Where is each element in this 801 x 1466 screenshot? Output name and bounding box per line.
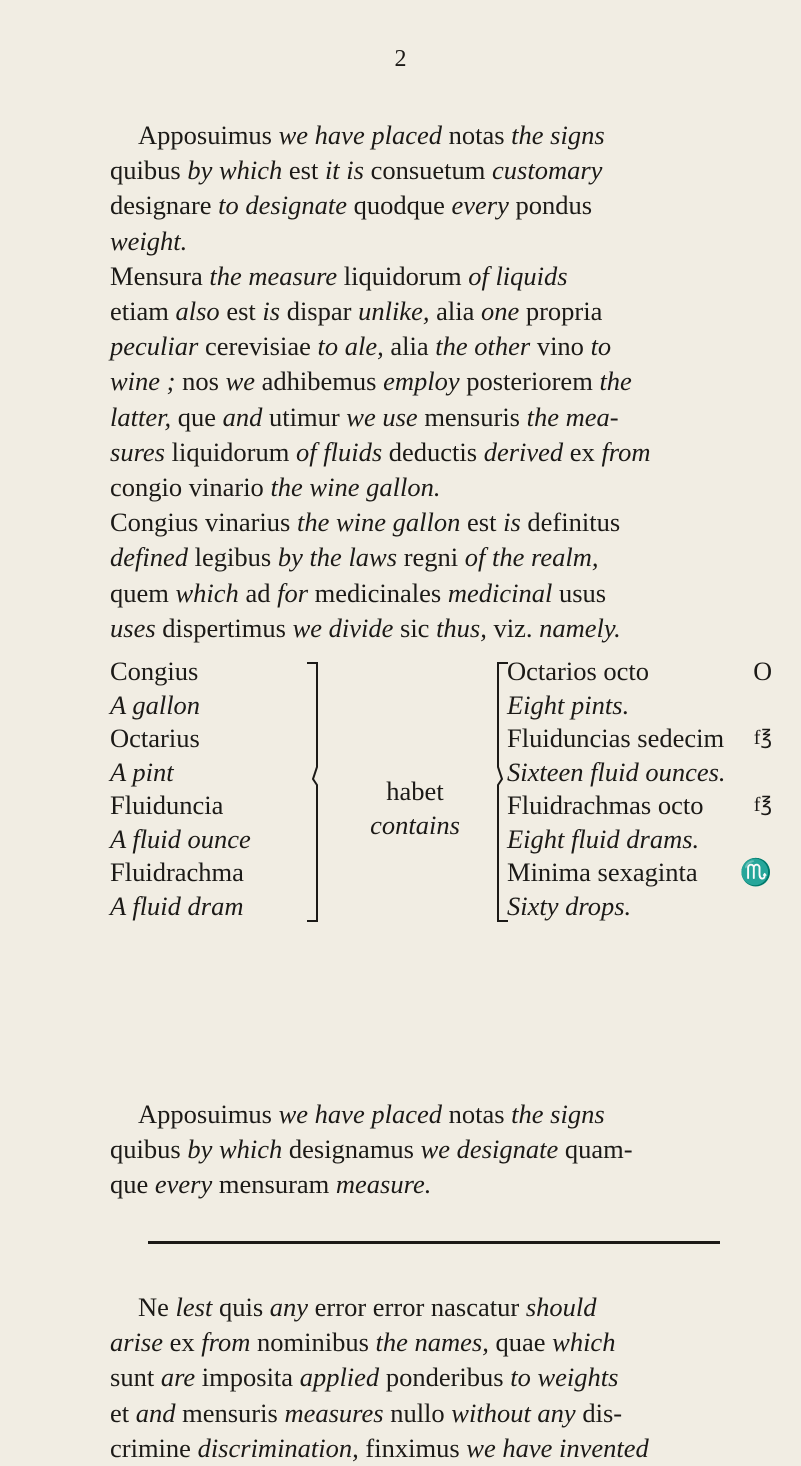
table-cell: A fluid ounce (110, 823, 251, 854)
symbol: ♏ (739, 858, 772, 887)
text-line: Mensura the measure liquidorum of liquids (110, 260, 568, 291)
text-line: et and mensuris measures nullo without any dis- (110, 1397, 623, 1428)
table-cell: A fluid dram (110, 890, 244, 921)
table-cell: Octarios octo O (507, 655, 772, 689)
text-line: peculiar cerevisiae to ale, alia the other vino to (110, 331, 612, 362)
table-cell: Congius (110, 656, 199, 686)
text-line: wine ; nos we adhibemus employ posteriorem the (110, 366, 632, 397)
table-cell: Fluiduncias sedecim f℥ (507, 722, 772, 756)
symbol: f℥ (753, 727, 772, 749)
symbol: f℥ (753, 794, 772, 816)
table-cell: Fluiduncia (110, 790, 224, 820)
text-line: sures liquidorum of fluids deductis derived ex from (110, 436, 651, 467)
table-cell: Eight pints. (507, 689, 630, 720)
text-line: latter, que and utimur we use mensuris the mea- (110, 401, 619, 432)
table-cell: Fluidrachmas octo f℥ (507, 789, 772, 823)
text-line: quem which ad for medicinales medicinal usus (110, 577, 607, 608)
page-number: 2 (394, 46, 407, 72)
text-line: defined legibus by the laws regni of the realm, (110, 542, 599, 573)
text-line: weight. (110, 225, 188, 256)
text-line: quibus by which designamus we designate quam- (110, 1134, 633, 1165)
table-cell: Minima sexaginta ♏ (507, 856, 772, 890)
table-cell: A pint (110, 756, 174, 787)
table-cell: Sixty drops. (507, 890, 632, 921)
text-line: arise ex from nominibus the names, quae which (110, 1327, 616, 1358)
text-line: designare to designate quodque every pondus (110, 190, 593, 221)
paragraph-names (110, 1290, 750, 1466)
table-right-column (507, 655, 772, 923)
text-line: sunt are imposita applied ponderibus to weights (110, 1362, 619, 1393)
symbol: O (753, 657, 772, 686)
text-line: quibus by which est it is consuetum customary (110, 155, 603, 186)
table-cell: Octarius (110, 723, 200, 753)
text-line: Apposuimus we have placed notas the signs (138, 120, 605, 150)
text-line: Congius vinarius the wine gallon est is definitus (110, 507, 621, 538)
table-cell: contains (370, 809, 460, 840)
text-line: Apposuimus we have placed notas the signs (138, 1099, 605, 1129)
section-divider (148, 1241, 720, 1244)
table-cell: habet (386, 776, 444, 806)
table-cell: Fluidrachma (110, 857, 244, 887)
text-line: uses dispertimus we divide sic thus, viz. namely. (110, 612, 621, 643)
table-cell: Eight fluid drams. (507, 823, 700, 854)
text-line: que every mensuram measure. (110, 1169, 432, 1200)
measures-table (110, 655, 772, 1055)
text-line: etiam also est is dispar unlike, alia one propria (110, 296, 603, 327)
paragraph-signs (110, 1097, 750, 1203)
table-cell: Sixteen fluid ounces. (507, 756, 726, 787)
text-line: congio vinario the wine gallon. (110, 472, 441, 503)
table-middle-column (325, 775, 505, 842)
table-cell: A gallon (110, 689, 201, 720)
text-line: Ne lest quis any error error nascatur should (138, 1292, 597, 1322)
text-line: crimine discrimination, finximus we have invented (110, 1432, 649, 1463)
paragraph-weights-intro (110, 118, 750, 646)
table-left-column (110, 655, 325, 923)
